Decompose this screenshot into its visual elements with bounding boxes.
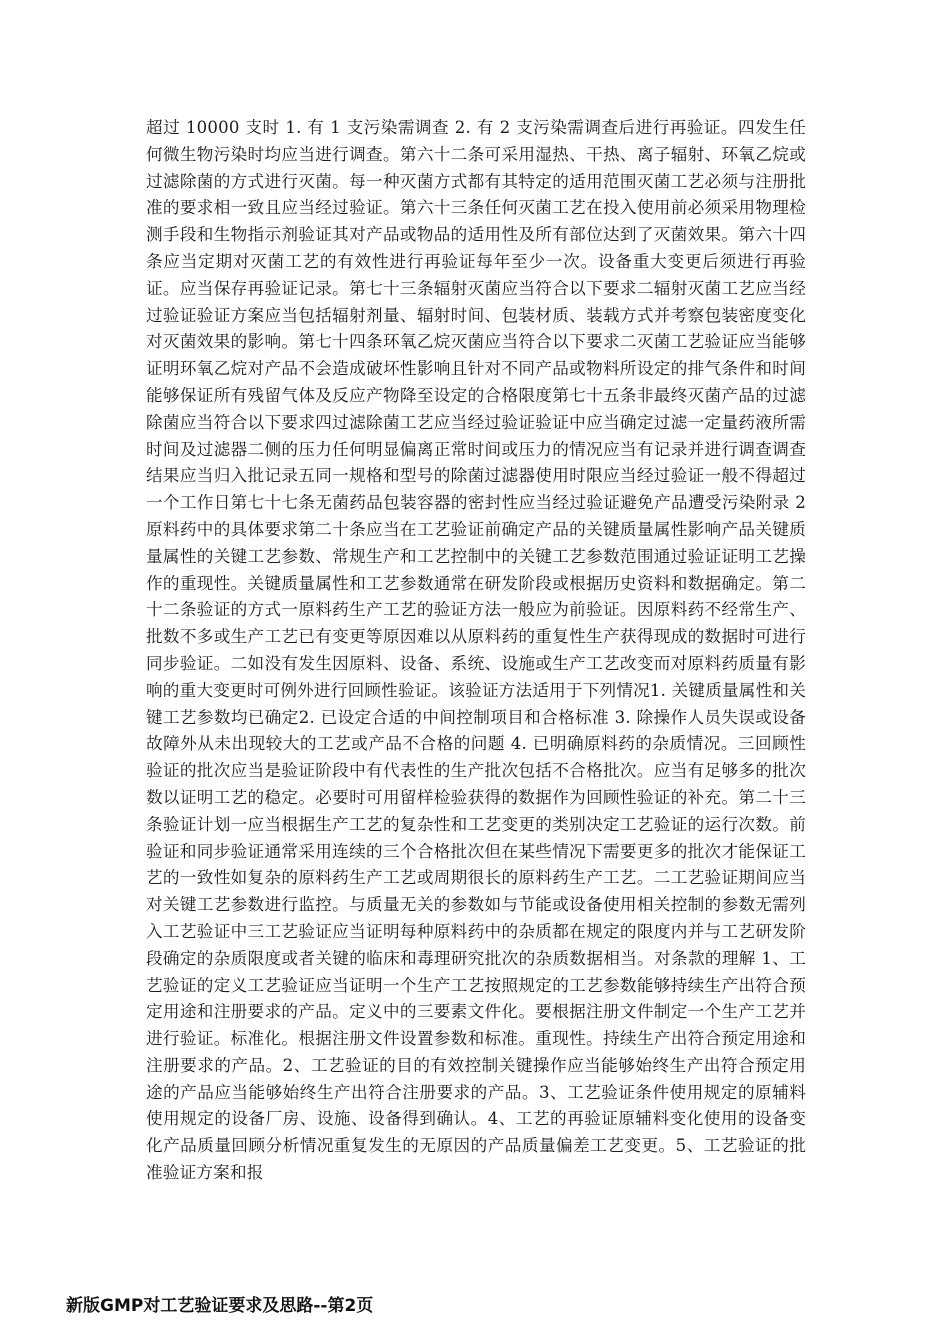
page-footer: 新版GMP对工艺验证要求及思路--第2页 [66, 1296, 374, 1316]
body-paragraph: 超过 10000 支时 1. 有 1 支污染需调查 2. 有 2 支污染需调查后进行再验证。四发生任何微生物污染时均应当进行调查。第六十二条可采用湿热、干热、离子辐射、环氧乙烷或过滤除菌的方式进行灭菌。每一种灭菌方式都有其特定的适用范围灭菌工艺必须与注册批准的要求相一致且应当经过验证。第六十三条任何灭菌工艺在投入使用前必须采用物理检测手段和生物指示剂验证其对产品或物品的适用性及所有部位达到了灭菌效果。第六十四条应当定期对灭菌工艺的有效性进行再验证每年至少一次。设备重大变更后须进行再验证。应当保存再验证记录。第七十三条辐射灭菌应当符合以下要求二辐射灭菌工艺应当经过验证验证方案应当包括辐射剂量、辐射时间、包装材质、装载方式并考察包装密度变化对灭菌效果的影响。第七十四条环氧乙烷灭菌应当符合以下要求二灭菌工艺验证应当能够证明环氧乙烷对产品不会造成破坏性影响且针对不同产品或物料所设定的排气条件和时间能够保证所有残留气体及反应产物降至设定的合格限度第七十五条非最终灭菌产品的过滤除菌应当符合以下要求四过滤除菌工艺应当经过验证验证中应当确定过滤一定量药液所需时间及过滤器二侧的压力任何明显偏离正常时间或压力的情况应当有记录并进行调查调查结果应当归入批记录五同一规格和型号的除菌过滤器使用时限应当经过验证一般不得超过一个工作日第七十七条无菌药品包装容器的密封性应当经过验证避免产品遭受污染附录 2 原料药中的具体要求第二十条应当在工艺验证前确定产品的关键质量属性影响产品关键质量属性的关键工艺参数、常规生产和工艺控制中的关键工艺参数范围通过验证证明工艺操作的重现性。关键质量属性和工艺参数通常在研发阶段或根据历史资料和数据确定。第二十二条验证的方式一原料药生产工艺的验证方法一般应为前验证。因原料药不经常生产、批数不多或生产工艺已有变更等原因难以从原料药的重复性生产获得现成的数据时可进行同步验证。二如没有发生因原料、设备、系统、设施或生产工艺改变而对原料药质量有影响的重大变更时可例外进行回顾性验证。该验证方法适用于下列情况1. 关键质量属性和关键工艺参数均已确定2. 已设定合适的中间控制项目和合格标准 3. 除操作人员失误或设备故障外从未出现较大的工艺或产品不合格的问题 4. 已明确原料药的杂质情况。三回顾性验证的批次应当是验证阶段中有代表性的生产批次包括不合格批次。应当有足够多的批次数以证明工艺的稳定。必要时可用留样检验获得的数据作为回顾性验证的补充。第二十三条验证计划一应当根据生产工艺的复杂性和工艺变更的类别决定工艺验证的运行次数。前验证和同步验证通常采用连续的三个合格批次但在某些情况下需要更多的批次才能保证工艺的一致性如复杂的原料药生产工艺或周期很长的原料药生产工艺。二工艺验证期间应当对关键工艺参数进行监控。与质量无关的参数如与节能或设备使用相关控制的参数无需列入工艺验证中三工艺验证应当证明每种原料药中的杂质都在规定的限度内并与工艺研发阶段确定的杂质限度或者关键的临床和毒理研究批次的杂质数据相当。对条款的理解 1、工艺验证的定义工艺验证应当证明一个生产工艺按照规定的工艺参数能够持续生产出符合预定用途和注册要求的产品。定义中的三要素文件化。要根据注册文件制定一个生产工艺并进行验证。标准化。根据注册文件设置参数和标准。重现性。持续生产出符合预定用途和注册要求的产品。2、工艺验证的目的有效控制关键操作应当能够始终生产出符合预定用途的产品应当能够始终生产出符合注册要求的产品。3、工艺验证条件使用规定的原辅料使用规定的设备厂房、设施、设备得到确认。4、工艺的再验证原辅料变化使用的设备变化产品质量回顾分析情况重复发生的无原因的产品质量偏差工艺变更。5、工艺验证的批准验证方案和报 [146, 118, 806, 1183]
